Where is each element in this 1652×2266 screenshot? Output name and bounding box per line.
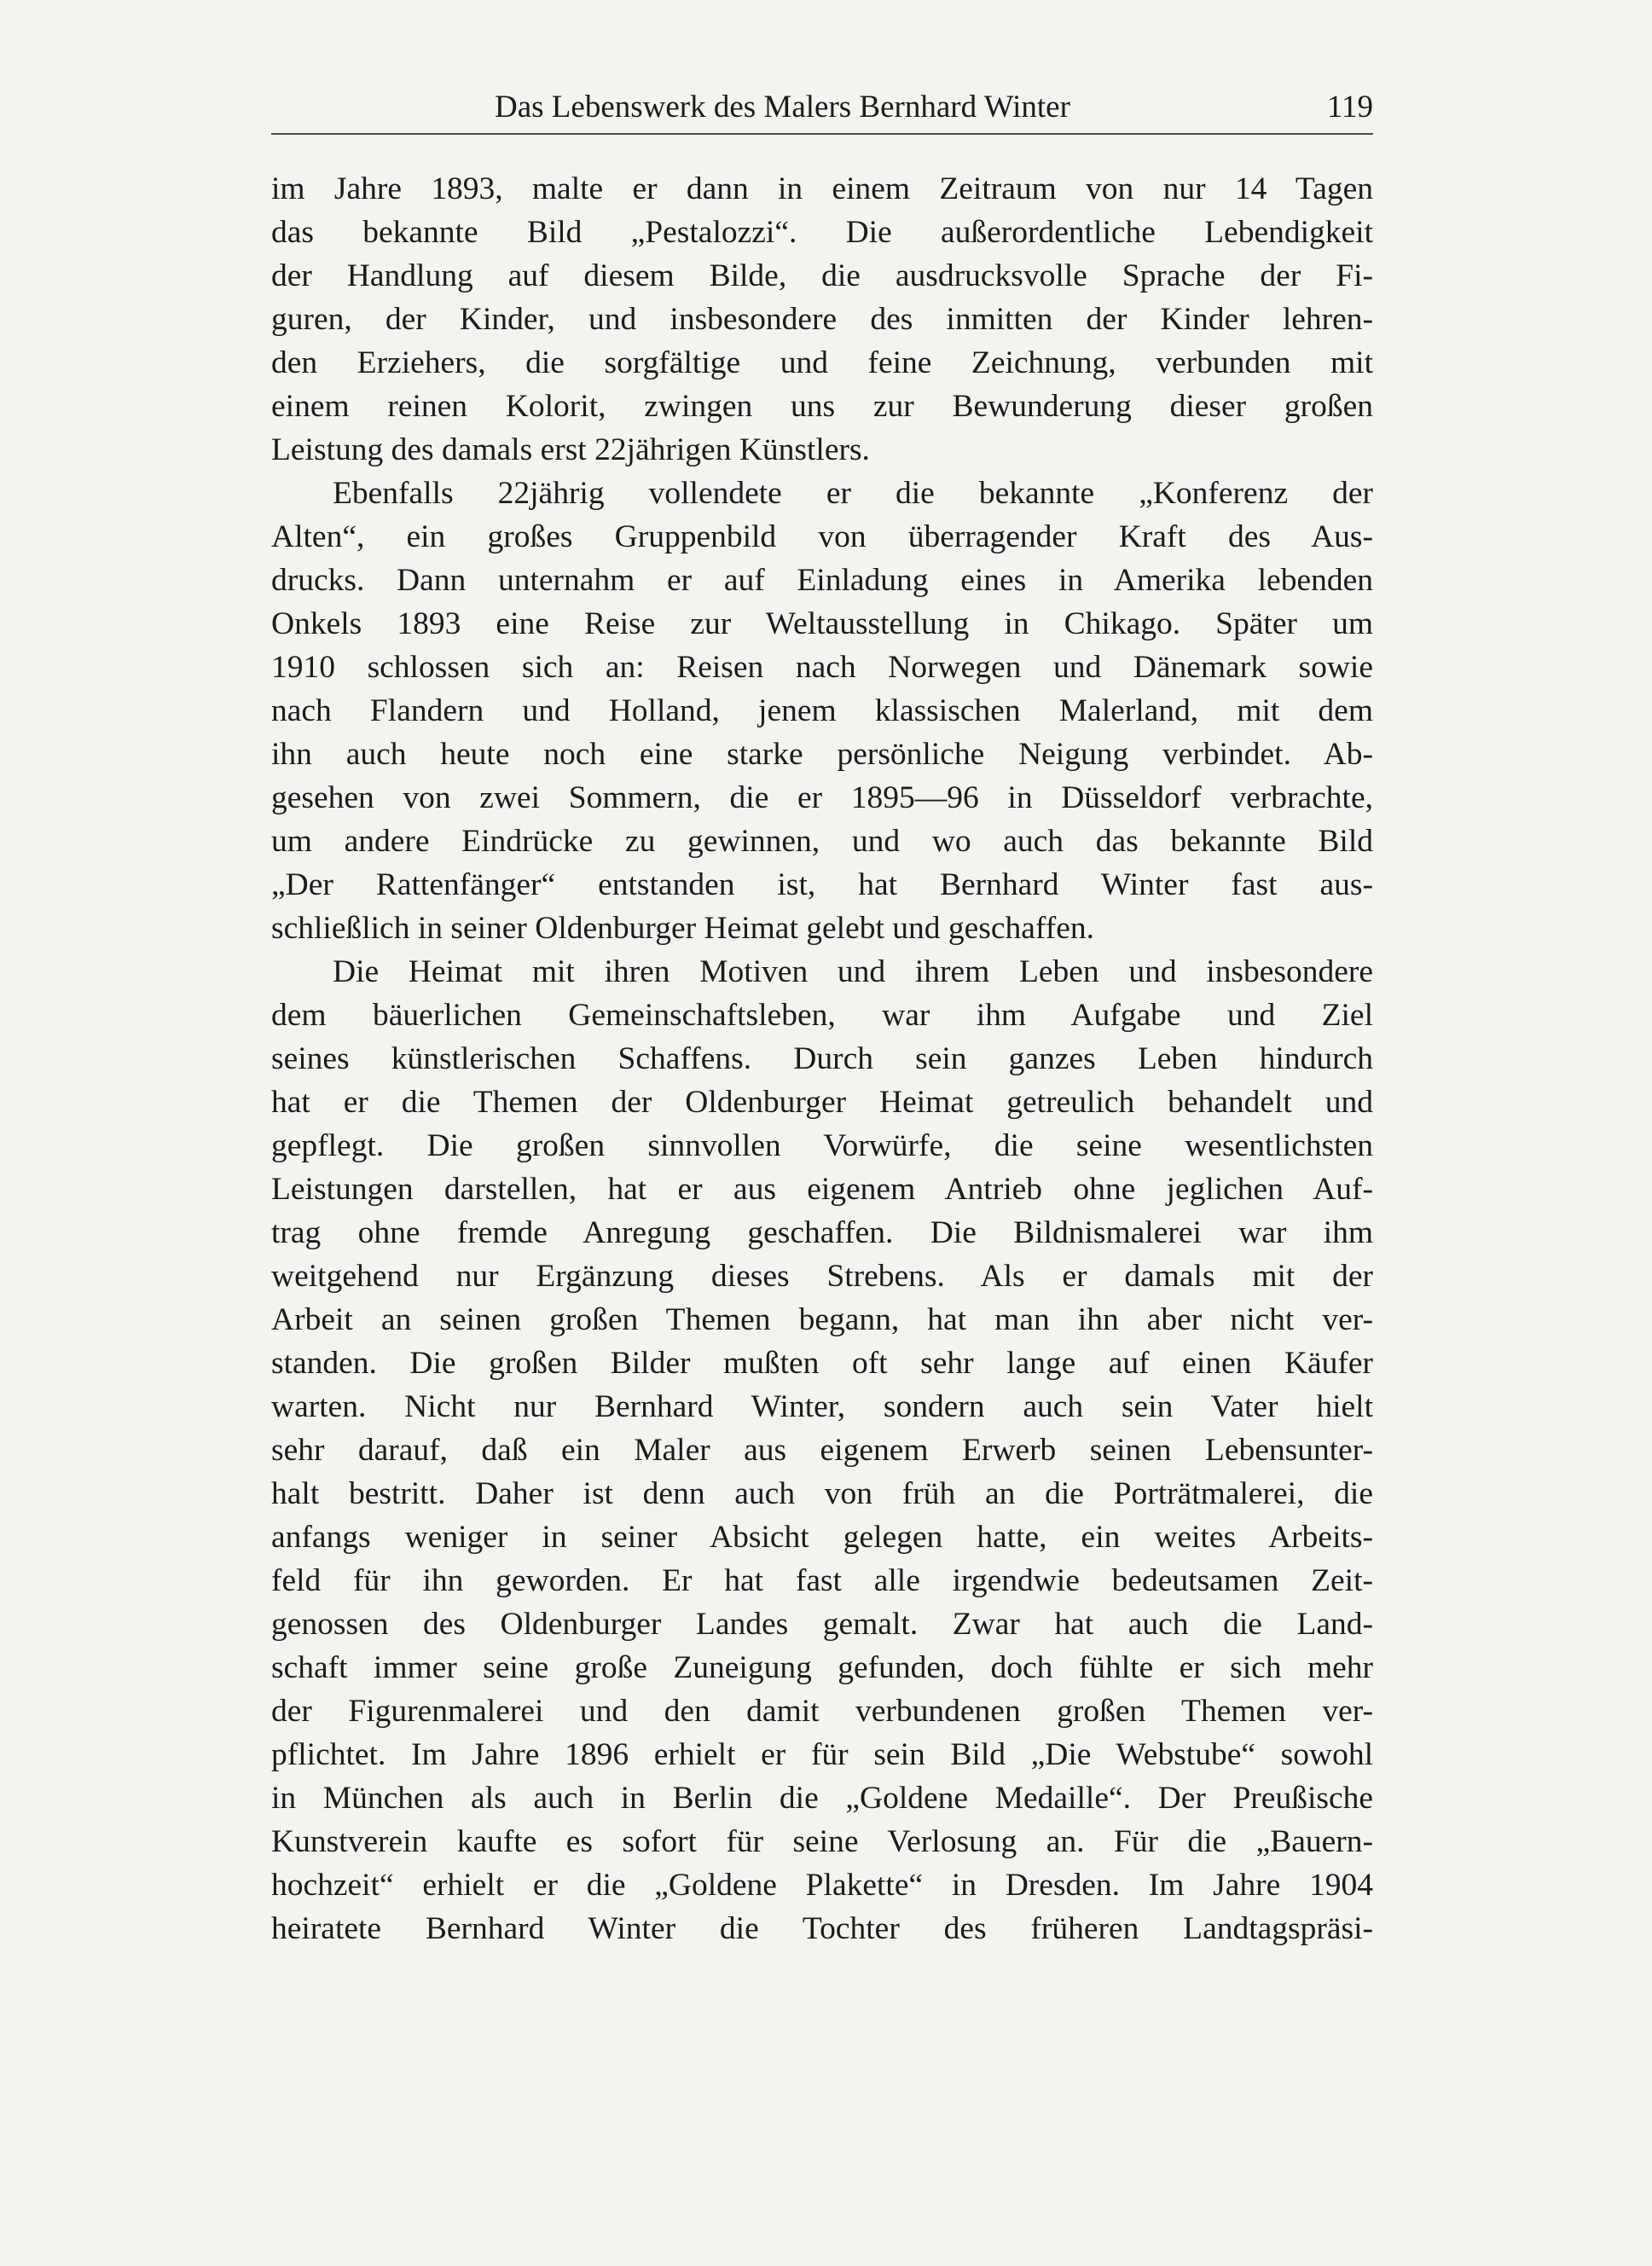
text-line: ihn auch heute noch eine starke persönliche Neigung verbindet. Ab- — [271, 737, 1373, 772]
text-line: das bekannte Bild „Pestalozzi“. Die außerordentliche Lebendigkeit — [271, 215, 1373, 250]
text-line: sehr darauf, daß ein Maler aus eigenem Erwerb seinen Lebensunter- — [271, 1433, 1373, 1468]
text-line: Alten“, ein großes Gruppenbild von überragender Kraft des Aus- — [271, 519, 1373, 554]
text-line: guren, der Kinder, und insbesondere des inmitten der Kinder lehren- — [271, 302, 1373, 337]
text-line: Kunstverein kaufte es sofort für seine Verlosung an. Für die „Bauern- — [271, 1824, 1373, 1859]
text-line: in München als auch in Berlin die „Goldene Medaille“. Der Preußische — [271, 1781, 1373, 1816]
text-line: dem bäuerlichen Gemeinschaftsleben, war ihm Aufgabe und Ziel — [271, 998, 1373, 1033]
text-line: Leistungen darstellen, hat er aus eigenem Antrieb ohne jeglichen Auf- — [271, 1172, 1373, 1207]
text-line: halt bestritt. Daher ist denn auch von früh an die Porträtmalerei, die — [271, 1476, 1373, 1511]
text-line: den Erziehers, die sorgfältige und feine Zeichnung, verbunden mit — [271, 345, 1373, 380]
text-line: Arbeit an seinen großen Themen begann, hat man ihn aber nicht ver- — [271, 1302, 1373, 1337]
text-line: Ebenfalls 22jährig vollendete er die bekannte „Konferenz der — [333, 476, 1373, 511]
text-line: einem reinen Kolorit, zwingen uns zur Bewunderung dieser großen — [271, 389, 1373, 424]
text-line: standen. Die großen Bilder mußten oft sehr lange auf einen Käufer — [271, 1346, 1373, 1381]
text-line: pflichtet. Im Jahre 1896 erhielt er für sein Bild „Die Webstube“ sowohl — [271, 1737, 1373, 1772]
text-line: „Der Rattenfänger“ entstanden ist, hat Bernhard Winter fast aus- — [271, 867, 1373, 902]
text-line: nach Flandern und Holland, jenem klassischen Malerland, mit dem — [271, 693, 1373, 728]
text-line: anfangs weniger in seiner Absicht gelegen hatte, ein weites Arbeits- — [271, 1520, 1373, 1555]
text-line: der Handlung auf diesem Bilde, die ausdrucksvolle Sprache der Fi- — [271, 258, 1373, 293]
text-line: seines künstlerischen Schaffens. Durch sein ganzes Leben hindurch — [271, 1041, 1373, 1076]
text-line: drucks. Dann unternahm er auf Einladung eines in Amerika lebenden — [271, 563, 1373, 598]
text-line: der Figurenmalerei und den damit verbundenen großen Themen ver- — [271, 1694, 1373, 1729]
text-line: hat er die Themen der Oldenburger Heimat getreulich behandelt und — [271, 1085, 1373, 1120]
text-line: um andere Eindrücke zu gewinnen, und wo auch das bekannte Bild — [271, 824, 1373, 859]
text-line: gepflegt. Die großen sinnvollen Vorwürfe, die seine wesentlichsten — [271, 1128, 1373, 1163]
text-line: im Jahre 1893, malte er dann in einem Zeitraum von nur 14 Tagen — [271, 171, 1373, 206]
body-text — [271, 167, 1373, 1950]
text-line: 1910 schlossen sich an: Reisen nach Norwegen und Dänemark sowie — [271, 650, 1373, 685]
page-header — [271, 85, 1373, 136]
text-line: hochzeit“ erhielt er die „Goldene Plakette“ in Dresden. Im Jahre 1904 — [271, 1868, 1373, 1903]
text-line: schaft immer seine große Zuneigung gefunden, doch fühlte er sich mehr — [271, 1650, 1373, 1685]
text-line: warten. Nicht nur Bernhard Winter, sondern auch sein Vater hielt — [271, 1389, 1373, 1424]
header-rule — [271, 133, 1373, 135]
page-number: 119 — [1326, 90, 1373, 125]
text-line: feld für ihn geworden. Er hat fast alle irgendwie bedeutsamen Zeit- — [271, 1563, 1373, 1598]
text-line: Onkels 1893 eine Reise zur Weltausstellung in Chikago. Später um — [271, 606, 1373, 641]
running-title: Das Lebenswerk des Malers Bernhard Winter — [495, 90, 1070, 125]
text-line: heiratete Bernhard Winter die Tochter des früheren Landtagspräsi- — [271, 1911, 1373, 1946]
text-line: weitgehend nur Ergänzung dieses Strebens. Als er damals mit der — [271, 1259, 1373, 1294]
text-line: schließlich in seiner Oldenburger Heimat gelebt und geschaffen. — [271, 911, 1094, 946]
text-line: Leistung des damals erst 22jährigen Künstlers. — [271, 432, 870, 467]
text-line: gesehen von zwei Sommern, die er 1895—96 in Düsseldorf verbrachte, — [271, 780, 1373, 815]
text-line: Die Heimat mit ihren Motiven und ihrem Leben und insbesondere — [333, 954, 1373, 989]
text-line: genossen des Oldenburger Landes gemalt. Zwar hat auch die Land- — [271, 1607, 1373, 1642]
text-line: trag ohne fremde Anregung geschaffen. Die Bildnismalerei war ihm — [271, 1215, 1373, 1250]
